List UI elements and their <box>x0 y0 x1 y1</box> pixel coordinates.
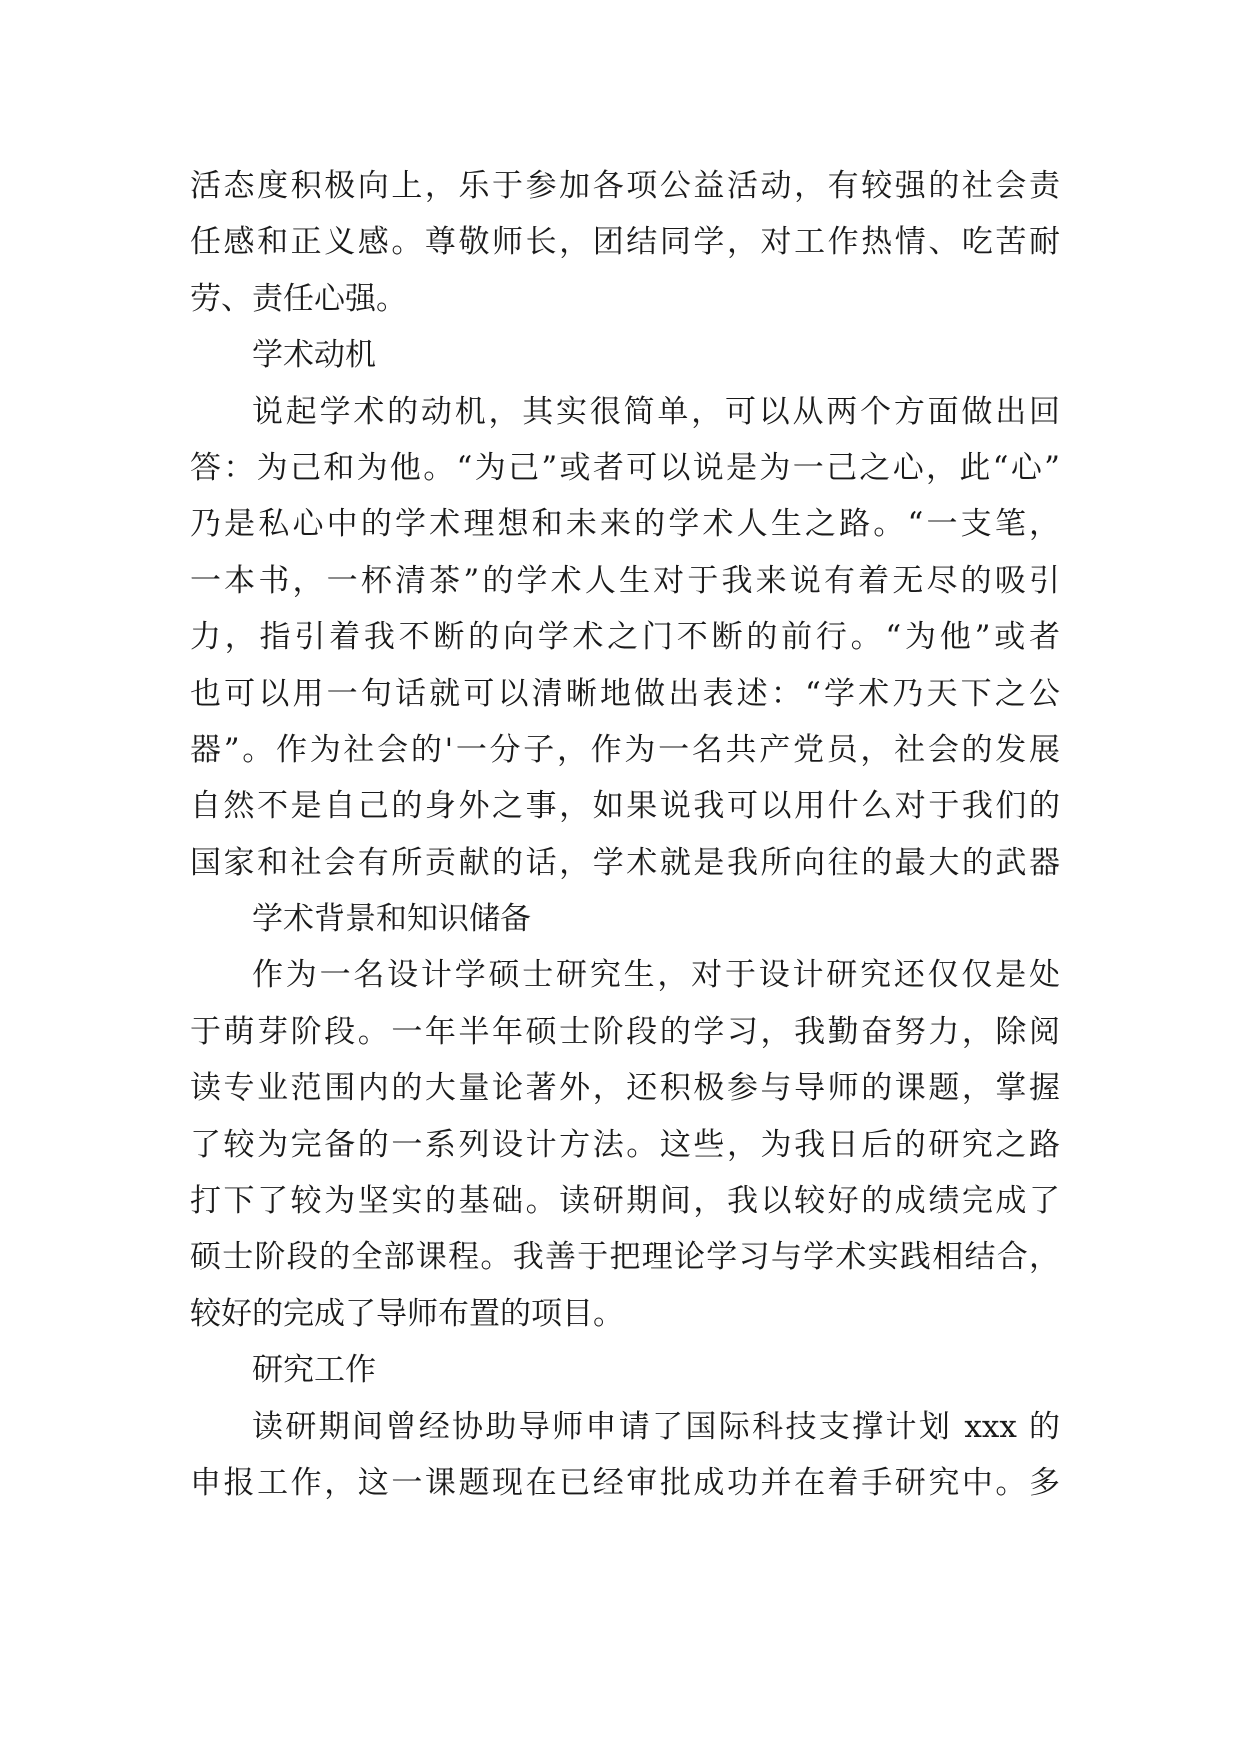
text-line: 读专业范围内的大量论著外，还积极参与导师的课题，掌握 <box>190 1070 1060 1107</box>
text-line: 读研期间曾经协助导师申请了国际科技支撑计划 xxx 的 <box>252 1408 1060 1445</box>
section-heading-background: 学术背景和知识储备 <box>252 901 531 938</box>
text-line: 劳、责任心强。 <box>190 280 407 317</box>
text-line: 力，指引着我不断的向学术之门不断的前行。“为他”或者 <box>190 619 1060 656</box>
text-line: 国家和社会有所贡献的话，学术就是我所向往的最大的武器 <box>190 844 1060 881</box>
body-text <box>190 158 1060 1511</box>
section-heading-research: 研究工作 <box>252 1352 376 1389</box>
text-line: 器”。作为社会的'一分子，作为一名共产党员，社会的发展 <box>190 731 1060 768</box>
text-line: 答：为己和为他。“为己”或者可以说是为一己之心，此“心” <box>190 449 1060 486</box>
text-line: 任感和正义感。尊敬师长，团结同学，对工作热情、吃苦耐 <box>190 224 1060 261</box>
text-line: 活态度积极向上，乐于参加各项公益活动，有较强的社会责 <box>190 168 1060 204</box>
text-line: 较好的完成了导师布置的项目。 <box>190 1295 624 1332</box>
text-line: 一本书，一杯清茶”的学术人生对于我来说有着无尽的吸引 <box>190 562 1060 599</box>
text-line: 于萌芽阶段。一年半年硕士阶段的学习，我勤奋努力，除阅 <box>190 1013 1060 1050</box>
text-line: 乃是私心中的学术理想和未来的学术人生之路。“一支笔， <box>190 506 1060 543</box>
text-line: 硕士阶段的全部课程。我善于把理论学习与学术实践相结合， <box>190 1239 1060 1276</box>
text-line: 申报工作，这一课题现在已经审批成功并在着手研究中。多 <box>190 1464 1060 1501</box>
text-line: 说起学术的动机，其实很简单，可以从两个方面做出回 <box>252 393 1060 430</box>
text-line: 打下了较为坚实的基础。读研期间，我以较好的成绩完成了 <box>190 1183 1060 1220</box>
text-line: 作为一名设计学硕士研究生，对于设计研究还仅仅是处 <box>252 957 1060 994</box>
text-line: 自然不是自己的身外之事，如果说我可以用什么对于我们的 <box>190 788 1060 825</box>
section-heading-motivation: 学术动机 <box>252 337 376 374</box>
text-line: 了较为完备的一系列设计方法。这些，为我日后的研究之路 <box>190 1126 1060 1163</box>
text-line: 也可以用一句话就可以清晰地做出表述：“学术乃天下之公 <box>190 675 1060 712</box>
